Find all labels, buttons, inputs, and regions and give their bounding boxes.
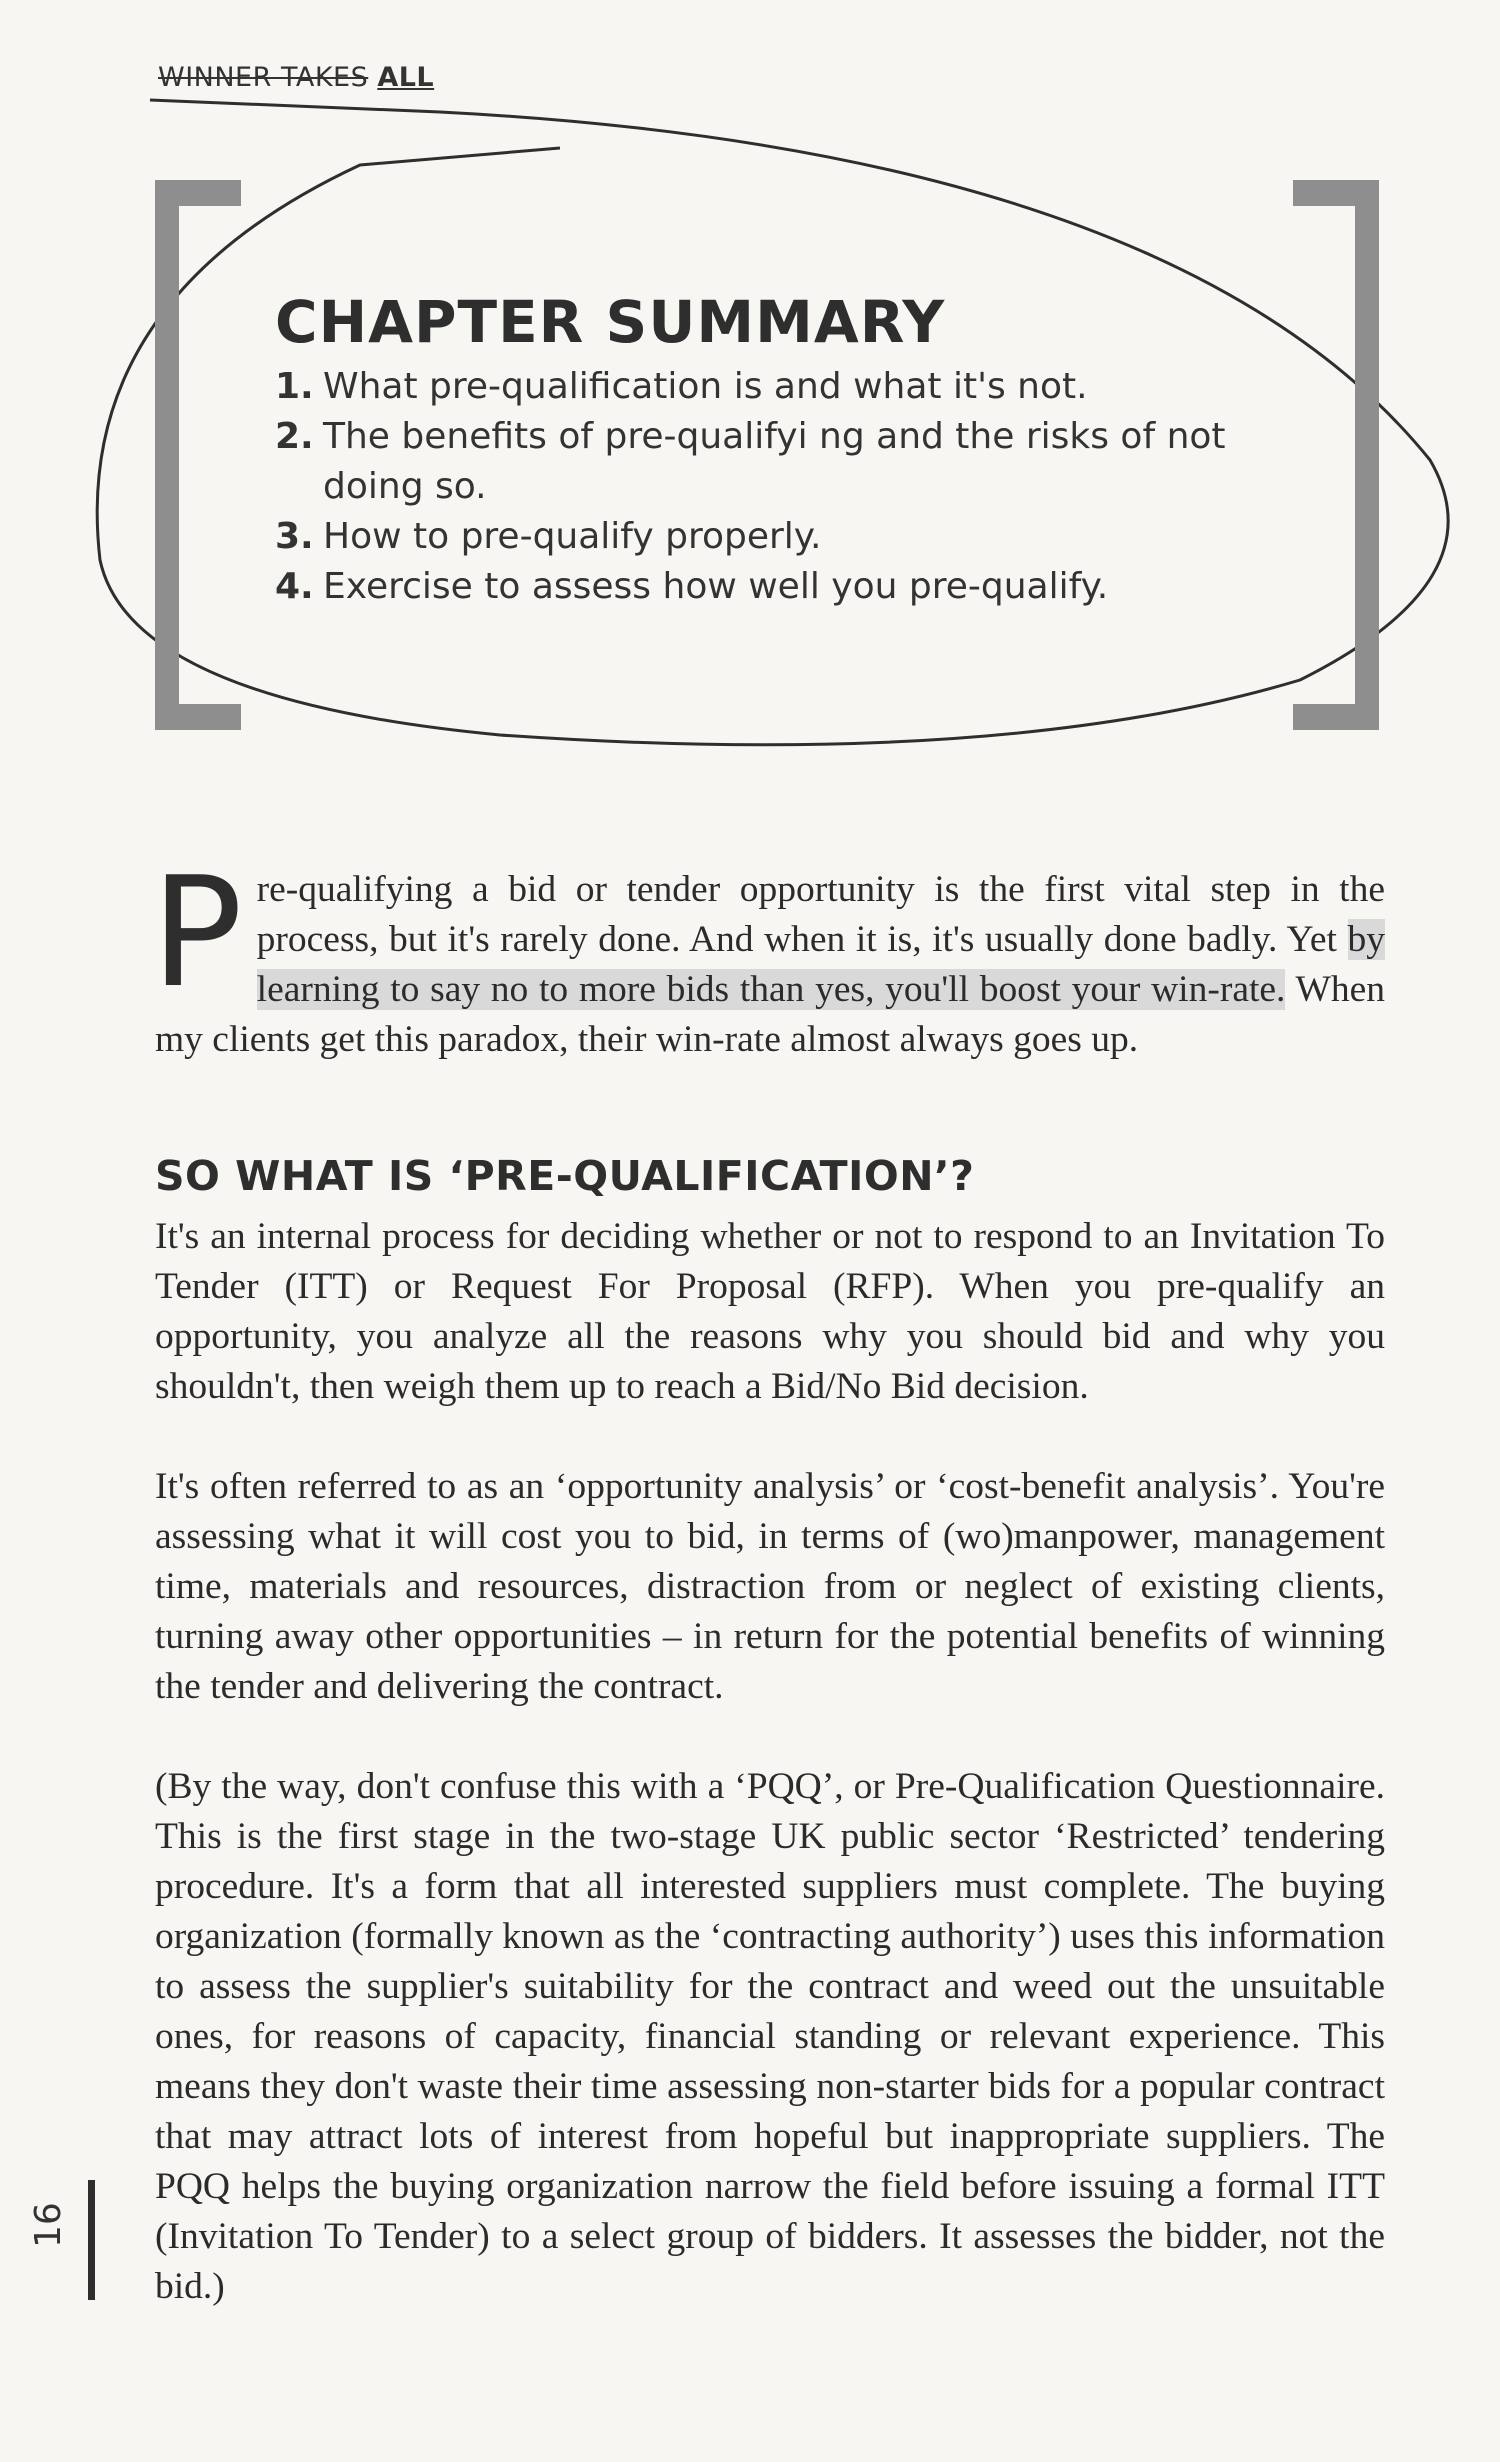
body-paragraph: It's often referred to as an ‘opportunity analysis’ or ‘cost-benefit analysis’. You're assessing what it will cost you to bid, in terms of (wo)manpower, management time, materials and resources, distraction from or neglect of existing clients, turning away other opportunities – in return for the potential benefits of winning the tender and delivering the contract. — [155, 1466, 1385, 1707]
summary-item — [275, 512, 1235, 562]
summary-list — [275, 362, 1235, 612]
running-head-strike: WINNER TAKES — [158, 62, 369, 93]
page-number: 16 — [28, 2202, 69, 2248]
summary-item — [275, 412, 1235, 512]
summary-item-text: Exercise to assess how well you pre-qualify. — [323, 566, 1109, 607]
drop-cap: P — [151, 844, 243, 1021]
summary-item — [275, 562, 1235, 612]
left-bracket-bottom — [155, 704, 241, 730]
intro-paragraph — [151, 844, 1385, 1065]
left-bracket — [155, 180, 179, 730]
summary-item-number: 2. — [275, 416, 314, 457]
running-head-bold: ALL — [377, 62, 435, 93]
right-bracket-top — [1293, 180, 1379, 206]
summary-item-number: 4. — [275, 566, 314, 607]
summary-item-text: The benefits of pre-qualifyi ng and the risks of not doing so. — [323, 416, 1226, 507]
right-bracket — [1355, 180, 1379, 730]
body-paragraph: (By the way, don't confuse this with a ‘PQQ’, or Pre-Qualification Questionnaire. This is the first stage in the two-stage UK public sector ‘Restricted’ tendering procedure. It's a form that all interested suppliers must complete. The buying organization (formally known as the ‘contracting authority’) uses this information to assess the supplier's suitability for the contract and weed out the unsuitable ones, for reasons of capacity, financial standing or relevant experience. This means they don't waste their time assessing non-starter bids for a popular contract that may attract lots of interest from hopeful but inappropriate suppliers. The PQQ helps the buying organization narrow the field before issuing a formal ITT (Invitation To Tender) to a select group of bidders. It assesses the bidder, not the bid.) — [155, 1766, 1385, 2307]
chapter-summary-title: CHAPTER SUMMARY — [275, 288, 946, 356]
page-marker-bar — [88, 2180, 95, 2300]
intro-text-after: When my clients get this paradox, their win-rate almost always goes up. — [155, 969, 1385, 1060]
summary-item-number: 1. — [275, 366, 314, 407]
summary-item-number: 3. — [275, 516, 314, 557]
summary-item — [275, 362, 1235, 412]
summary-item-text: How to pre-qualify properly. — [323, 516, 822, 557]
body-paragraph: It's an internal process for deciding whether or not to respond to an Invitation To Tender (ITT) or Request For Proposal (RFP). When you pre-qualify an opportunity, you analyze all the reasons why you should bid and why you shouldn't, then weigh them up to reach a Bid/No Bid decision. — [155, 1216, 1385, 1407]
section-heading: SO WHAT IS ‘PRE-QUALIFICATION’? — [155, 1152, 975, 1200]
highlighted-text: by learning to say no to more bids than yes, you'll boost your win-rate. — [256, 919, 1385, 1010]
intro-text-before: re-qualifying a bid or tender opportunity is the first vital step in the process, but it's rarely done. And when it is, it's usually done badly. Yet — [256, 869, 1385, 960]
summary-item-text: What pre-qualification is and what it's not. — [323, 366, 1088, 407]
left-bracket-top — [155, 180, 241, 206]
right-bracket-bottom — [1293, 704, 1379, 730]
